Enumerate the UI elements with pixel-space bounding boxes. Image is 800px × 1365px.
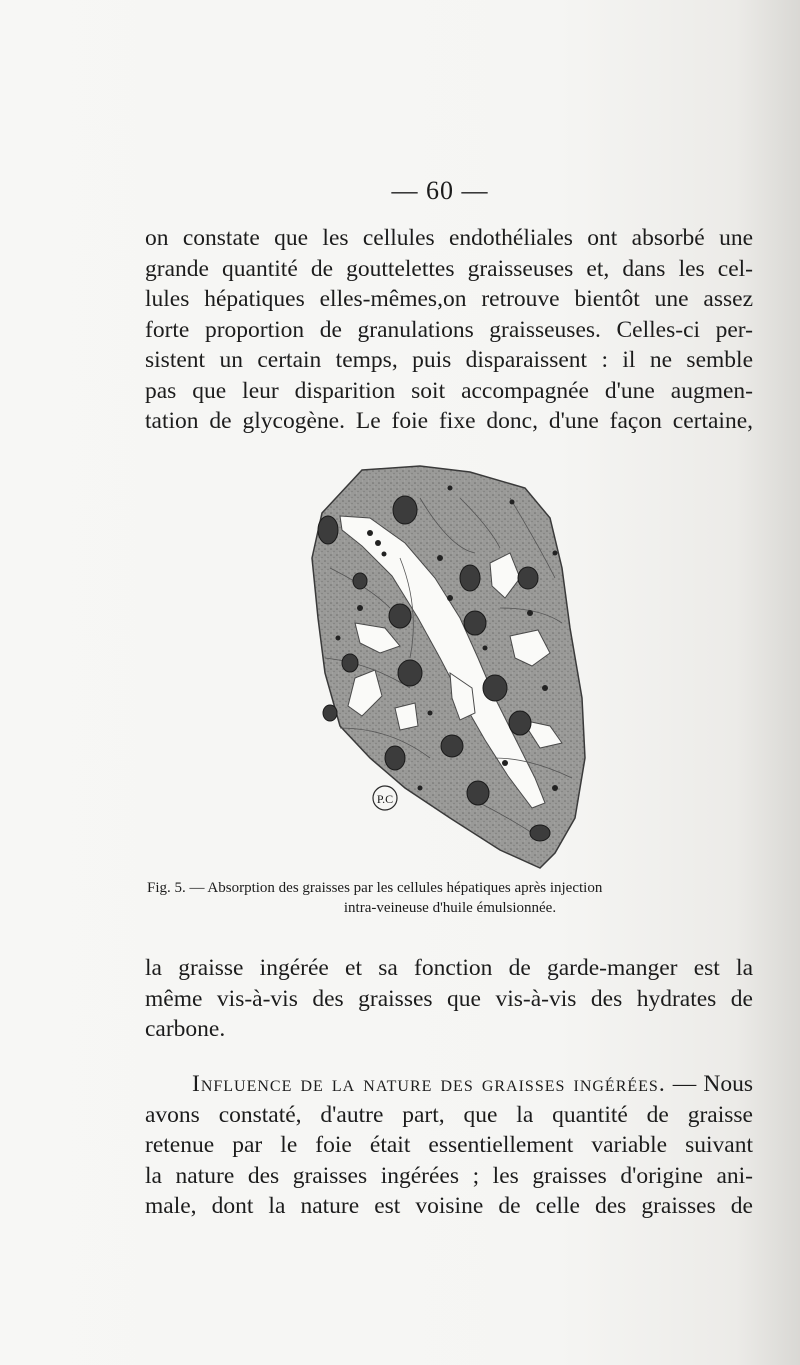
monogram: P.C	[376, 792, 394, 806]
text-line: forte proportion de granulations graisseuses. Celles-ci per-	[145, 316, 753, 343]
figure-caption	[147, 878, 753, 918]
paragraph-3	[145, 1069, 753, 1222]
page-number: — 60 —	[391, 176, 489, 205]
text-line: sistent un certain temps, puis disparaissent : il ne semble	[145, 347, 753, 373]
text-line: la graisse ingérée et sa fonction de garde-manger est la	[145, 955, 753, 981]
text-line: même vis-à-vis des graisses que vis-à-vis des hydrates de	[145, 985, 753, 1012]
text-line	[145, 1069, 753, 1100]
text-line: la nature des graisses ingérées ; les graisses d'origine ani-	[145, 1162, 753, 1189]
liver-section-drawing	[300, 458, 600, 878]
text-line: male, dont la nature est voisine de celle des graisses de	[145, 1193, 753, 1219]
text-line: retenue par le foie était essentiellement variable suivant	[145, 1132, 753, 1158]
text-line: lules hépatiques elles-mêmes,on retrouve bientôt une assez	[145, 286, 753, 312]
section-heading: Influence de la nature des graisses ingérées.	[192, 1071, 666, 1097]
text-line: carbone.	[145, 1016, 226, 1042]
text-line: grande quantité de gouttelettes graisseuses et, dans les cel-	[145, 255, 753, 282]
caption-line: Fig. 5. — Absorption des graisses par les cellules hépatiques après injection	[147, 880, 603, 896]
text-line: pas que leur disparition soit accompagnée d'une augmen-	[145, 377, 753, 404]
text-line: on constate que les cellules endothéliales ont absorbé une	[145, 225, 753, 251]
text-line: avons constaté, d'autre part, que la quantité de graisse	[145, 1101, 753, 1128]
caption-line: intra-veineuse d'huile émulsionnée.	[343, 900, 557, 916]
text-line: tation de glycogène. Le foie fixe donc, d'une façon certaine,	[145, 408, 753, 434]
paragraph-2	[145, 953, 753, 1045]
heading-continuation: — Nous	[665, 1071, 753, 1097]
paragraph-1	[145, 223, 753, 437]
histology-figure	[300, 458, 600, 878]
